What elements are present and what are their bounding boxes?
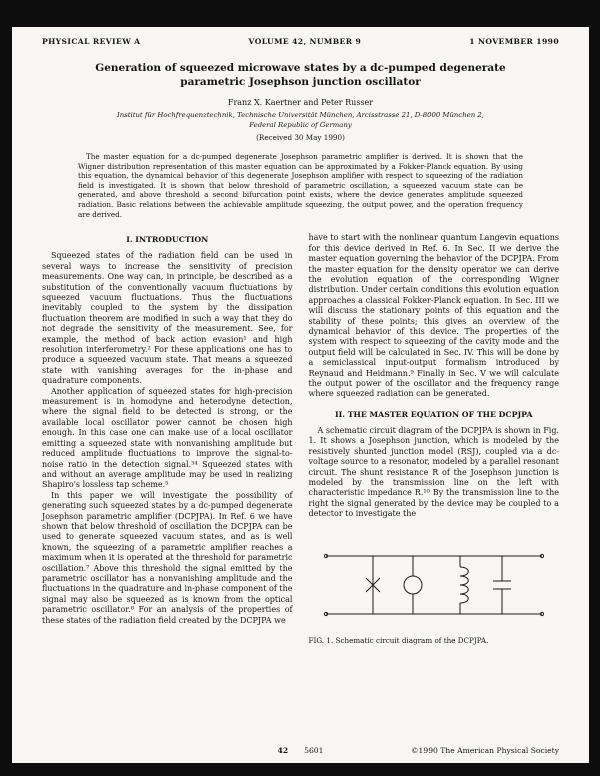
paper-title xyxy=(72,62,529,89)
right-column xyxy=(309,233,560,645)
abstract: The master equation for a dc-pumped degenerate Josephson parametric amplifier is derived. It is shown that the Wigner distribution representation of this master equation can be approximated by a Fokker-Planck equation. By using this equation, the dynamical behavior of this degenerate Josephson amplifier with respect to squeezing of the radiation field is investigated. It is shown that below threshold of parametric oscillation, a squeezed vacuum state can be generated, and above threshold a second bifurcation point exists, where the device generates amplitude squeezed radiation. Basic relations between the achievable amplitude squeezing, the output power, and the operation frequency are derived. xyxy=(78,151,523,219)
volume-issue: VOLUME 42, NUMBER 9 xyxy=(248,37,362,46)
figure-caption: FIG. 1. Schematic circuit diagram of the DCPJPA. xyxy=(308,635,489,645)
section-heading-introduction: I. INTRODUCTION xyxy=(126,235,209,245)
issue-date: 1 NOVEMBER 1990 xyxy=(469,37,559,46)
section-heading-master-equation: II. THE MASTER EQUATION OF THE DCPJPA xyxy=(334,409,533,419)
paper-title-line2: parametric Josephson junction oscillator xyxy=(180,75,421,88)
paragraph: have to start with the nonlinear quantum Langevin equations for this device derived in Ref. 6. In Sec. II we derive the master equation governing the behavior of the DCPJPA. From the master equation for the density operator we can derive the evolution equation of the corresponding Wigner distribution. Under certain conditions this evolution equation approaches a classical Fokker-Planck equation. In Sec. III we will discuss the stationary points of this equation and the stability of these points; this gives an overview of the dynamical behavior of this device. The properties of the system with respect to squeezing of the cavity mode and the output field will be calculated in Sec. IV. This will be done by a semiclassical input-output formalism introduced by Reynaud and Heidmann.⁹ Finally in Sec. V we will calculate the output power of the oscillator and the frequency range where squeezed radiation can be generated. xyxy=(308,233,559,399)
paragraph: Another application of squeezed states for high-precision measurement is in homodyne and heterodyne detection, where the signal field to be detected is strong, or the available local oscillator power cannot be chosen high enough. In this case one can make use of a local oscillator emitting a squeezed state with nonvanishing amplitude but reduced amplitude fluctuations to improve the signal-to-noise ratio in the detection signal.³⁴ Squeezed states with and without an average amplitude may be used in realizing Shapiro's lossless tap scheme.⁵ xyxy=(42,386,293,490)
paragraph: Squeezed states of the radiation field can be used in several ways to increase the sensitivity of precision measurements. One way can, in principle, be described as a substitution of the conventionally vacuum fluctuations by squeezed vacuum fluctuations. Thus the fluctuations inevitably coupled to the system by the dissipation fluctuation theorem are modified in such a way that they do not degrade the sensitivity of the measurement. See, for example, the method of back action evasion¹ and high resolution interferometry.² For these applications one has to produce a squeezed vacuum state. That means a squeezed state with vanishing averages for the in-phase and quadrature components. xyxy=(42,251,293,386)
footer-volume: 42 xyxy=(277,746,289,755)
affiliation-line2: Federal Republic of Germany xyxy=(249,120,352,129)
transmission-line-right xyxy=(540,554,543,615)
josephson-junction-symbol xyxy=(366,556,380,614)
journal-page xyxy=(12,27,589,763)
paragraph: A schematic circuit diagram of the DCPJPA is shown in Fig. 1. It shows a Josephson junction, which is modeled by the resistively shunted junction model (RSJ), coupled via a dc-voltage source to a resonator, modeled by a parallel resonant circuit. The shunt resistance R of the Josephson junction is modeled by the transmission line on the left with characteristic impedance R.¹⁰ By the transmission line to the right the signal generated by the device may be coupled to a detector to investigate the xyxy=(308,425,559,519)
capacitor-symbol xyxy=(493,556,511,614)
affiliation xyxy=(42,111,559,130)
authors: Franz X. Kaertner and Peter Russer xyxy=(227,98,374,108)
two-column-body xyxy=(42,233,559,645)
left-column xyxy=(42,233,293,645)
paper-title-line1: Generation of squeezed microwave states by a dc-pumped degenerate xyxy=(95,62,506,74)
page-footer xyxy=(42,738,559,755)
figure-1 xyxy=(309,534,560,645)
received-date: (Received 30 May 1990) xyxy=(256,132,345,142)
affiliation-line1: Institut für Hochfrequenztechnik, Technische Universität München, Arcisstrasse 21, D-8000 München 2, xyxy=(117,111,484,120)
running-header xyxy=(42,37,559,46)
inductor-symbol xyxy=(460,556,468,614)
copyright-notice: ©1990 The American Physical Society xyxy=(410,746,559,755)
circuit-diagram xyxy=(318,534,550,628)
transmission-line-left xyxy=(324,554,373,615)
journal-name: PHYSICAL REVIEW A xyxy=(42,37,141,46)
footer-page-number: 5601 xyxy=(304,746,324,755)
paragraph: In this paper we will investigate the possibility of generating such squeezed states by a dc-pumped degenerate Josephson parametric amplifier (DCPJPA). In Ref. 6 we have shown that below threshold of oscillation the DCPJPA can be used to generate squeezed vacuum states, and as is well known, the squeezing of a parametric amplifier reaches a maximum when it is operated at the threshold for parametric oscillation.⁷ Above this threshold the signal emitted by the parametric oscillator has a nonvanishing amplitude and the fluctuations in the quadrature and in-phase component of the signal may also be squeezed as is known from the optical parametric oscillator.⁸ For an analysis of the properties of these states of the radiation field created by the DCPJPA we xyxy=(42,490,293,625)
dc-voltage-source-symbol xyxy=(404,556,422,614)
